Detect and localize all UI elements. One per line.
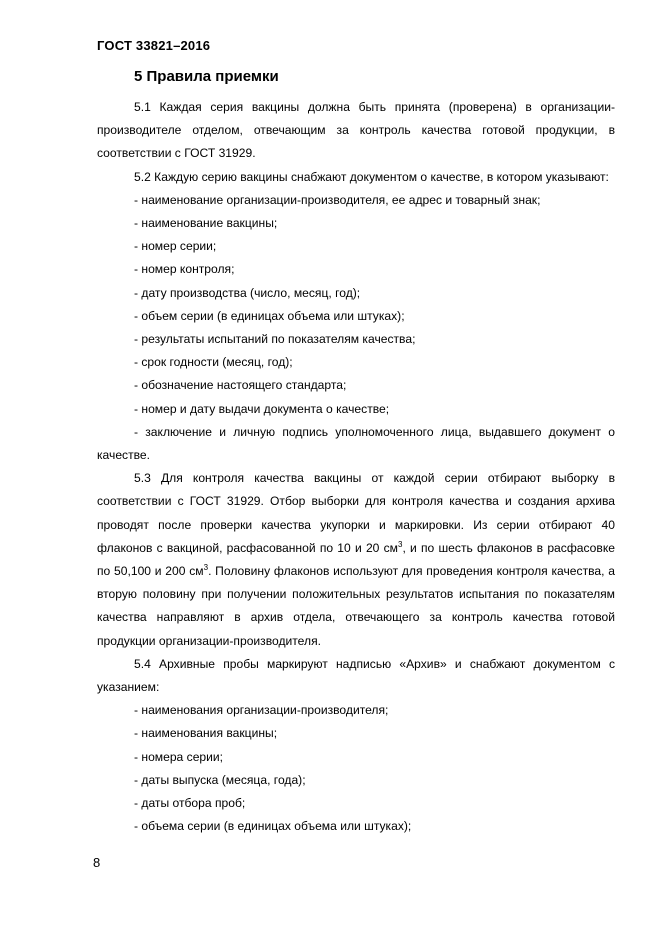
list-item: - номер и дату выдачи документа о качестве; xyxy=(134,401,390,416)
page-number: 8 xyxy=(93,855,101,870)
paragraph-5-3-part-2: , и по шесть флаконов в расфасовке по 50,100 и 200 см xyxy=(97,540,615,579)
paragraph-5-3-part-3: . Половину флаконов используют для проведения контроля качества, а вторую половину при получении положительных результатов испытания по показателям качества направляют в архив отдела, отвечающего за контроль качества готовой продукции организации-производителя. xyxy=(97,564,615,648)
list-item: - наименование организации-производителя, ее адрес и товарный знак; xyxy=(134,192,541,207)
superscript-cubic: 3 xyxy=(203,563,209,573)
list-item: - даты выпуска (месяца, года); xyxy=(134,772,306,787)
list-item: - наименования вакцины; xyxy=(134,726,278,741)
list-item: - номера серии; xyxy=(134,749,224,764)
superscript-cubic: 3 xyxy=(397,539,403,549)
list-item: - объем серии (в единицах объема или штуках); xyxy=(134,308,405,323)
list-item: - объема серии (в единицах объема или штуках); xyxy=(134,819,412,834)
list-item: - заключение и личную подпись уполномоченного лица, выдавшего документ о качестве. xyxy=(97,424,615,463)
list-item: - обозначение настоящего стандарта; xyxy=(134,378,347,393)
list-item: - результаты испытаний по показателям качества; xyxy=(134,332,416,347)
quality-document-list xyxy=(97,189,615,467)
list-item: - даты отбора проб; xyxy=(134,796,246,811)
list-item: - номер серии; xyxy=(134,239,217,254)
document-body xyxy=(97,96,615,839)
paragraph-5-3 xyxy=(97,467,615,653)
paragraph-5-3-part-1: 5.3 Для контроля качества вакцины от каждой серии отбирают выборку в соответствии с ГОСТ 31929. Отбор выборки для контроля качества и создания архива проводят после проверки качества укупорки и маркировки. Из серии отбирают 40 флаконов с вакциной, расфасованной по 10 и 20 см xyxy=(97,471,615,555)
paragraph-5-1: 5.1 Каждая серия вакцины должна быть принята (проверена) в организации-производителе отделом, отвечающим за контроль качества готовой продукции, в соответствии с ГОСТ 31929. xyxy=(97,100,615,161)
list-item: - номер контроля; xyxy=(134,262,235,277)
list-item: - дату производства (число, месяц, год); xyxy=(134,285,361,300)
list-item: - наименования организации-производителя; xyxy=(134,703,389,718)
archive-sample-list xyxy=(97,699,615,838)
list-item: - срок годности (месяц, год); xyxy=(134,355,293,370)
document-header-code: ГОСТ 33821–2016 xyxy=(97,38,211,53)
paragraph-5-4: 5.4 Архивные пробы маркируют надписью «Архив» и снабжают документом с указанием: xyxy=(97,656,615,695)
paragraph-5-2: 5.2 Каждую серию вакцины снабжают документом о качестве, в котором указывают: xyxy=(134,169,609,184)
list-item: - наименование вакцины; xyxy=(134,216,278,231)
section-title: 5 Правила приемки xyxy=(134,68,279,85)
